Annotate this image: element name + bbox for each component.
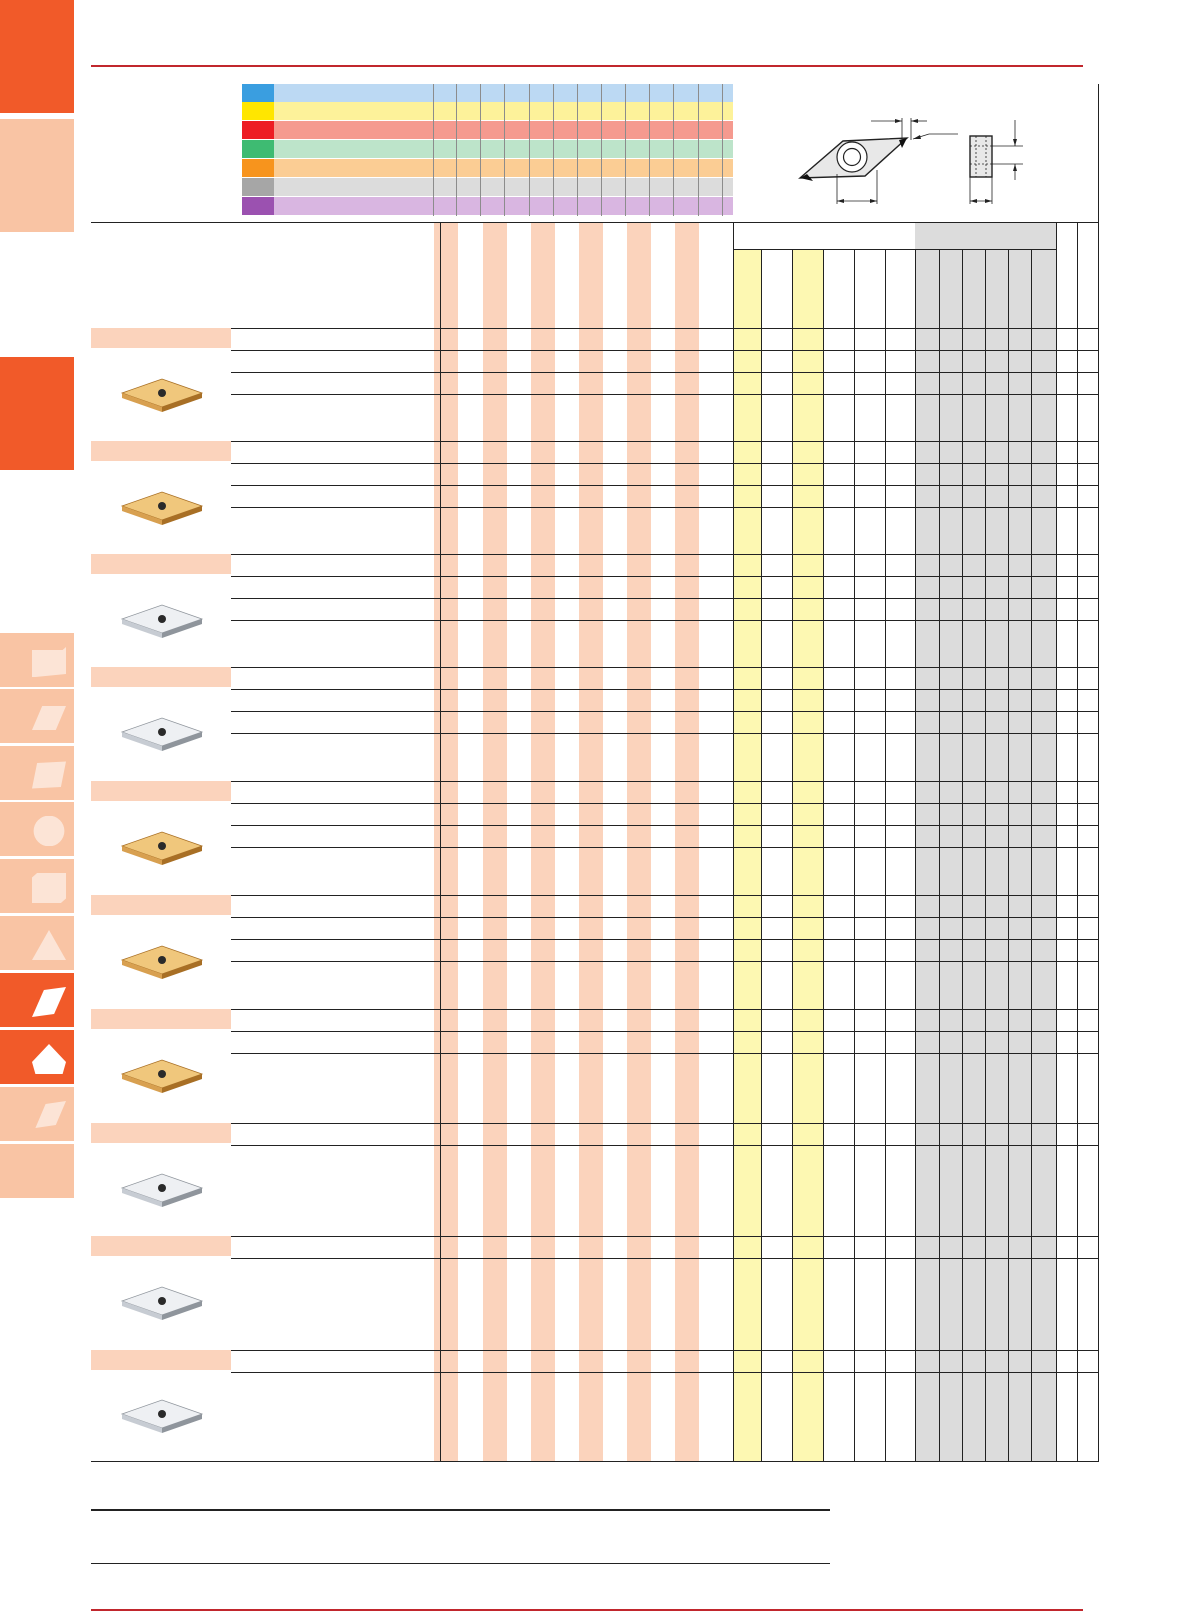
section-rule (231, 554, 1099, 555)
legend-swatch-p (242, 84, 274, 102)
side-tab-bottom[interactable] (0, 1144, 74, 1198)
row-rule (231, 939, 1099, 940)
rhombus-35-insert-icon (32, 987, 66, 1017)
section-header-bar (91, 1350, 231, 1370)
cutting-data-column-highlight (733, 249, 761, 1461)
side-tab-trigon[interactable] (0, 1030, 74, 1084)
insert-photo-gold (120, 490, 204, 526)
side-tab-top[interactable] (0, 0, 74, 113)
insert-photo-silver (120, 1398, 204, 1434)
legend-swatch-o (242, 197, 274, 215)
row-rule (231, 463, 1099, 464)
insert-photo-gold (120, 377, 204, 413)
table-divider (1077, 249, 1078, 1461)
insert-photo-silver (120, 1285, 204, 1321)
insert-photo-gold (120, 944, 204, 980)
triangle-insert-icon (32, 930, 66, 960)
table-divider (1031, 249, 1032, 1461)
legend-swatch-k (242, 121, 274, 139)
legend-divider (577, 84, 578, 216)
side-tab-round[interactable] (0, 802, 74, 856)
table-divider (1056, 222, 1057, 249)
legend-divider (529, 84, 530, 216)
section-header-bar (91, 1009, 231, 1029)
row-rule (231, 733, 1099, 734)
legend-divider (698, 84, 699, 216)
side-tab-square[interactable] (0, 633, 74, 687)
legend-divider (553, 84, 554, 216)
legend-divider (601, 84, 602, 216)
table-divider (1077, 222, 1078, 249)
row-rule (231, 507, 1099, 508)
side-tab-parallelogram[interactable] (0, 689, 74, 743)
section-rule (231, 328, 1099, 329)
row-rule (231, 350, 1099, 351)
grade-column-highlight (675, 222, 699, 1461)
rhombus-55-insert-icon (32, 1101, 66, 1131)
side-tab-second[interactable] (0, 119, 74, 232)
table-bottom-rule (91, 1461, 1099, 1462)
section-rule (231, 781, 1099, 782)
legend-divider (433, 84, 434, 216)
table-divider (440, 222, 441, 1461)
section-rule (231, 1236, 1099, 1237)
top-rule (91, 65, 1083, 67)
header-rule (915, 222, 1056, 223)
side-tab-triangle[interactable] (0, 916, 74, 970)
section-rule (231, 1009, 1099, 1010)
footnote-bottom-rule (91, 1563, 830, 1564)
row-rule (231, 1053, 1099, 1054)
legend-swatch-h (242, 178, 274, 196)
section-header-bar (91, 328, 231, 348)
section-rule (231, 441, 1099, 442)
legend-divider (456, 84, 457, 216)
table-divider (1008, 249, 1009, 1461)
row-rule (231, 825, 1099, 826)
row-rule (231, 917, 1099, 918)
grade-column-highlight (483, 222, 507, 1461)
legend-swatch-m (242, 102, 274, 120)
row-rule (231, 372, 1099, 373)
table-divider (1098, 84, 1099, 1461)
row-rule (231, 576, 1099, 577)
section-header-bar (91, 781, 231, 801)
side-tab-rhombus55[interactable] (0, 1087, 74, 1141)
side-tab-square-hole[interactable] (0, 859, 74, 913)
footnote-top-rule (91, 1509, 830, 1511)
grade-column-highlight (434, 222, 458, 1461)
table-divider (1056, 249, 1057, 1461)
grade-column-highlight (627, 222, 651, 1461)
table-divider (885, 249, 886, 1461)
section-header-bar (91, 895, 231, 915)
cutting-data-column-highlight (792, 249, 823, 1461)
table-divider (761, 249, 762, 1461)
trigon-insert-icon (32, 1044, 66, 1074)
row-rule (231, 689, 1099, 690)
round-insert-icon (32, 816, 66, 846)
section-header-bar (91, 554, 231, 574)
grade-column-highlight (579, 222, 603, 1461)
section-header-bar (91, 1236, 231, 1256)
row-rule (231, 1372, 1099, 1373)
section-header-bar (91, 1123, 231, 1143)
row-rule (231, 620, 1099, 621)
table-divider (915, 249, 916, 1461)
section-rule (231, 1123, 1099, 1124)
legend-divider (625, 84, 626, 216)
row-rule (231, 394, 1099, 395)
insert-photo-gold (120, 1058, 204, 1094)
side-tab-rhombus35[interactable] (0, 973, 74, 1027)
section-header-bar (91, 667, 231, 687)
section-rule (231, 895, 1099, 896)
legend-swatch-s (242, 159, 274, 177)
section-rule (231, 1350, 1099, 1351)
table-divider (823, 249, 824, 1461)
legend-divider (722, 84, 723, 216)
square-insert-icon (32, 647, 66, 677)
section-rule (231, 667, 1099, 668)
grade-column-highlight (531, 222, 555, 1461)
side-tab-section[interactable] (0, 357, 74, 470)
table-divider (985, 249, 986, 1461)
side-tab-rhombus80[interactable] (0, 746, 74, 800)
row-rule (231, 485, 1099, 486)
insert-photo-silver (120, 603, 204, 639)
row-rule (231, 803, 1099, 804)
row-rule (231, 598, 1099, 599)
diagram-box (733, 84, 1085, 222)
square-hole-insert-icon (32, 873, 66, 903)
header-rule (733, 249, 1056, 250)
parallelogram-insert-icon (32, 703, 66, 733)
insert-photo-silver (120, 716, 204, 752)
table-divider (939, 249, 940, 1461)
row-rule (231, 1031, 1099, 1032)
row-rule (231, 1145, 1099, 1146)
insert-photo-silver (120, 1172, 204, 1208)
table-divider (854, 249, 855, 1461)
row-rule (231, 961, 1099, 962)
rhombus-80-insert-icon (32, 760, 66, 790)
table-divider (733, 222, 734, 1461)
legend-swatch-n (242, 140, 274, 158)
table-divider (792, 249, 793, 1461)
legend-divider (649, 84, 650, 216)
row-rule (231, 1258, 1099, 1259)
legend-divider (480, 84, 481, 216)
section-header-bar (91, 441, 231, 461)
row-rule (231, 711, 1099, 712)
insert-photo-gold (120, 830, 204, 866)
row-rule (231, 847, 1099, 848)
legend-divider (673, 84, 674, 216)
legend-divider (504, 84, 505, 216)
bottom-rule (91, 1609, 1083, 1611)
vbmt-insert-dimension-diagram (733, 84, 1085, 222)
table-divider (962, 249, 963, 1461)
